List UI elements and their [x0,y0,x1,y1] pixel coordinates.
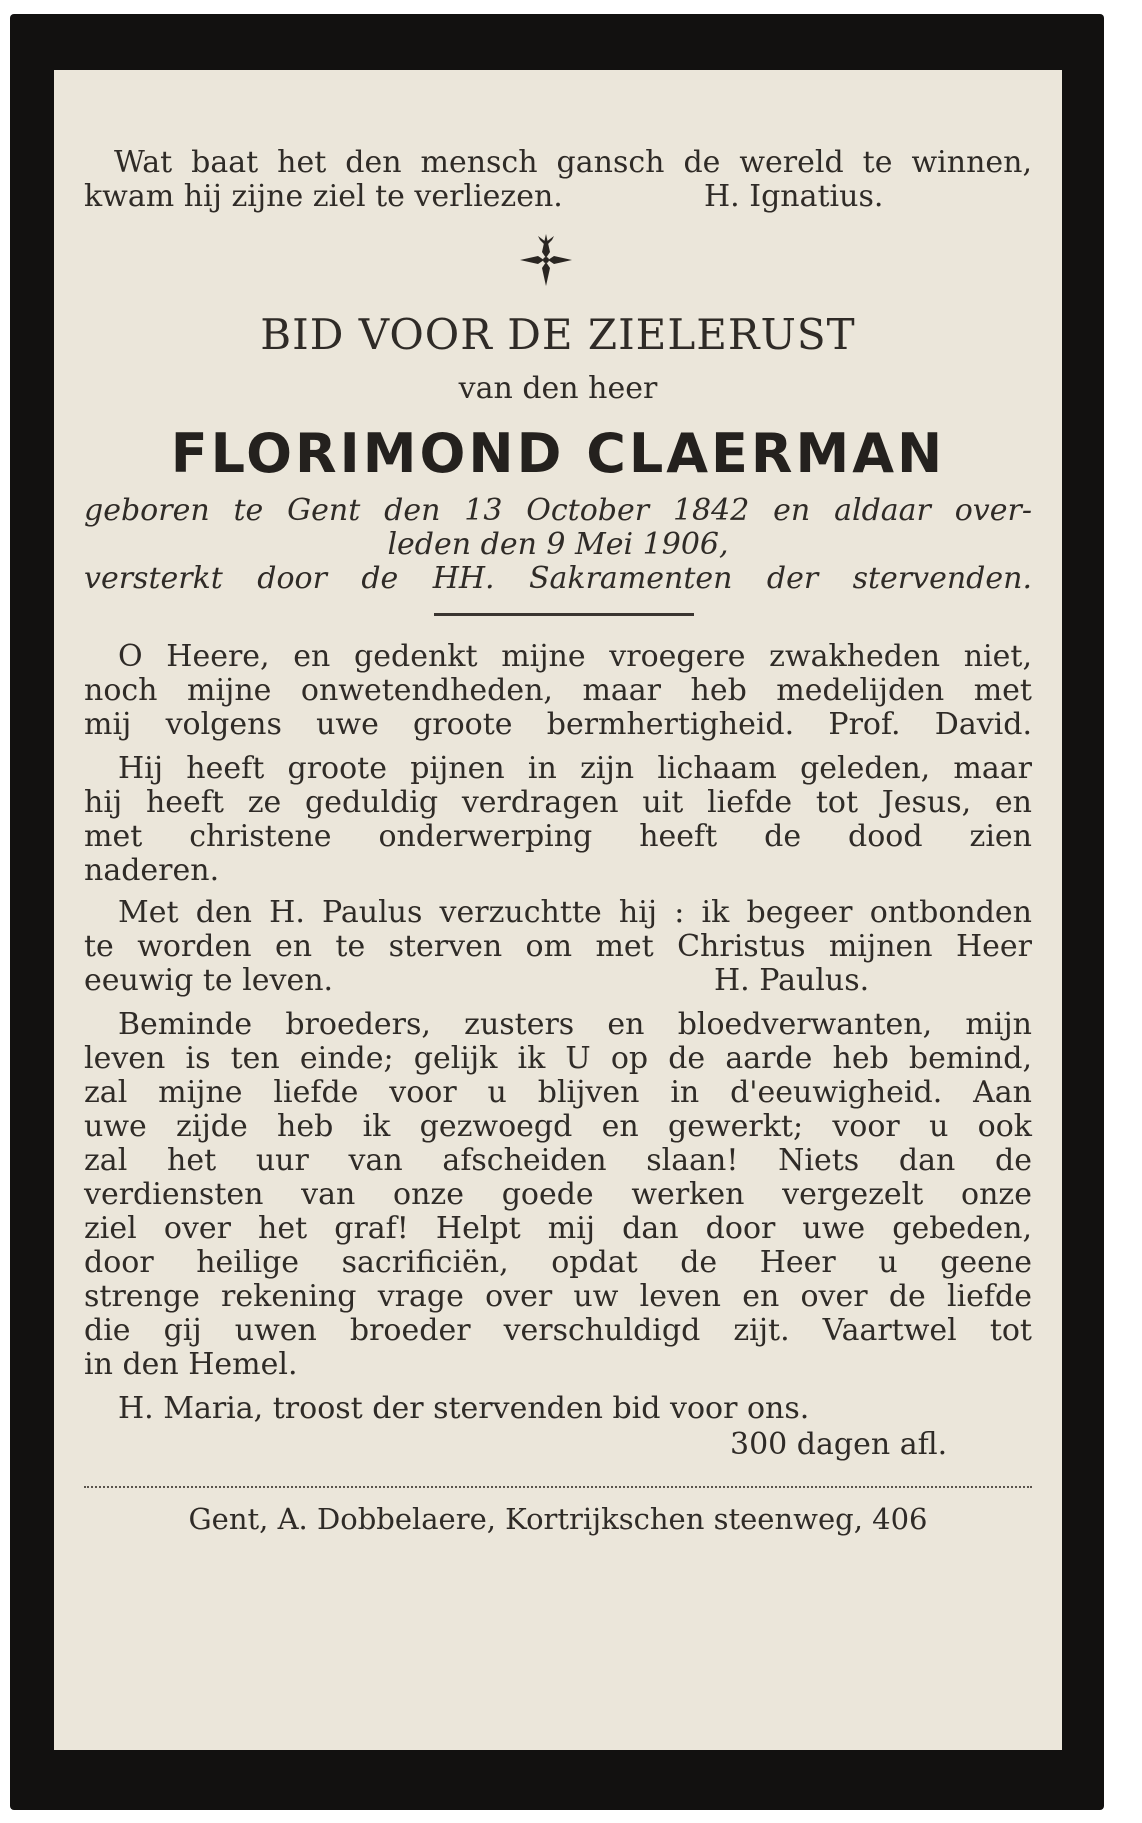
paragraph4-line: strenge rekening vrage over uw leven en over de liefde [84,1279,1032,1314]
paragraph2-line: naderen. [84,853,220,888]
cross-icon [516,230,576,290]
heading: BID VOOR DE ZIELERUST [260,310,856,359]
birth-line-1: geboren te Gent den 13 October 1842 en aldaar over- [84,493,1032,528]
birth-line-2: leden den 9 Mei 1906, [387,527,729,562]
paragraph1-line: mij volgens uwe groote bermhertigheid. Prof. David. [84,707,1032,742]
printer-imprint: Gent, A. Dobbelaere, Kortrijkschen steenweg, 406 [188,1502,928,1536]
quote-line-2: kwam hij zijne ziel te verliezen. [84,179,563,214]
paragraph4-line: uwe zijde heb ik gezwoegd en gewerkt; voor u ook [84,1109,1032,1144]
paragraph2-line: met christene onderwerping heeft de dood zien [84,819,1032,854]
paragraph3-line: Met den H. Paulus verzuchtte hij : ik begeer ontbonden [118,895,1032,930]
quote-line-1: Wat baat het den mensch gansch de wereld te winnen, [114,145,1032,180]
paragraph2-line: Hij heeft groote pijnen in zijn lichaam geleden, maar [118,751,1032,786]
paragraph4-line: Beminde broeders, zusters en bloedverwanten, mijn [118,1007,1032,1042]
memorial-card [10,14,1104,1810]
subheading: van den heer [458,371,658,406]
indulgence: 300 dagen afl. [730,1427,948,1462]
deceased-name: FLORIMOND CLAERMAN [170,422,946,485]
paragraph2-line: hij heeft ze geduldig verdragen uit liefde tot Jesus, en [84,785,1032,820]
card-paper [54,70,1062,1750]
paragraph4-line: door heilige sacrificiën, opdat de Heer u geene [84,1245,1032,1280]
paragraph4-line: zal mijne liefde voor u blijven in d'eeuwigheid. Aan [84,1075,1032,1110]
paragraph1-line: noch mijne onwetendheden, maar heb medelijden met [84,673,1032,708]
paragraph4-line: ziel over het graf! Helpt mij dan door uwe gebeden, [84,1211,1032,1246]
paragraph3-line: eeuwig te leven. [84,963,334,998]
paragraph4-line: die gij uwen broeder verschuldigd zijt. Vaartwel tot [84,1313,1032,1348]
paragraph4-line: verdiensten van onze goede werken vergezelt onze [84,1177,1032,1212]
quote-author: H. Ignatius. [704,179,884,214]
paragraph3-author: H. Paulus. [714,963,870,998]
dotted-divider [84,1486,1032,1488]
divider [434,613,694,616]
paragraph4-line: leven is ten einde; gelijk ik U op de aarde heb bemind, [84,1041,1032,1076]
birth-line-3: versterkt door de HH. Sakramenten der stervenden. [84,561,1032,596]
prayer-line: H. Maria, troost der stervenden bid voor ons. [118,1391,810,1426]
paragraph3-line: te worden en te sterven om met Christus mijnen Heer [84,929,1032,964]
paragraph1-line: O Heere, en gedenkt mijne vroegere zwakheden niet, [118,639,1032,674]
paragraph4-line: zal het uur van afscheiden slaan! Niets dan de [84,1143,1032,1178]
paragraph4-line: in den Hemel. [84,1347,298,1382]
